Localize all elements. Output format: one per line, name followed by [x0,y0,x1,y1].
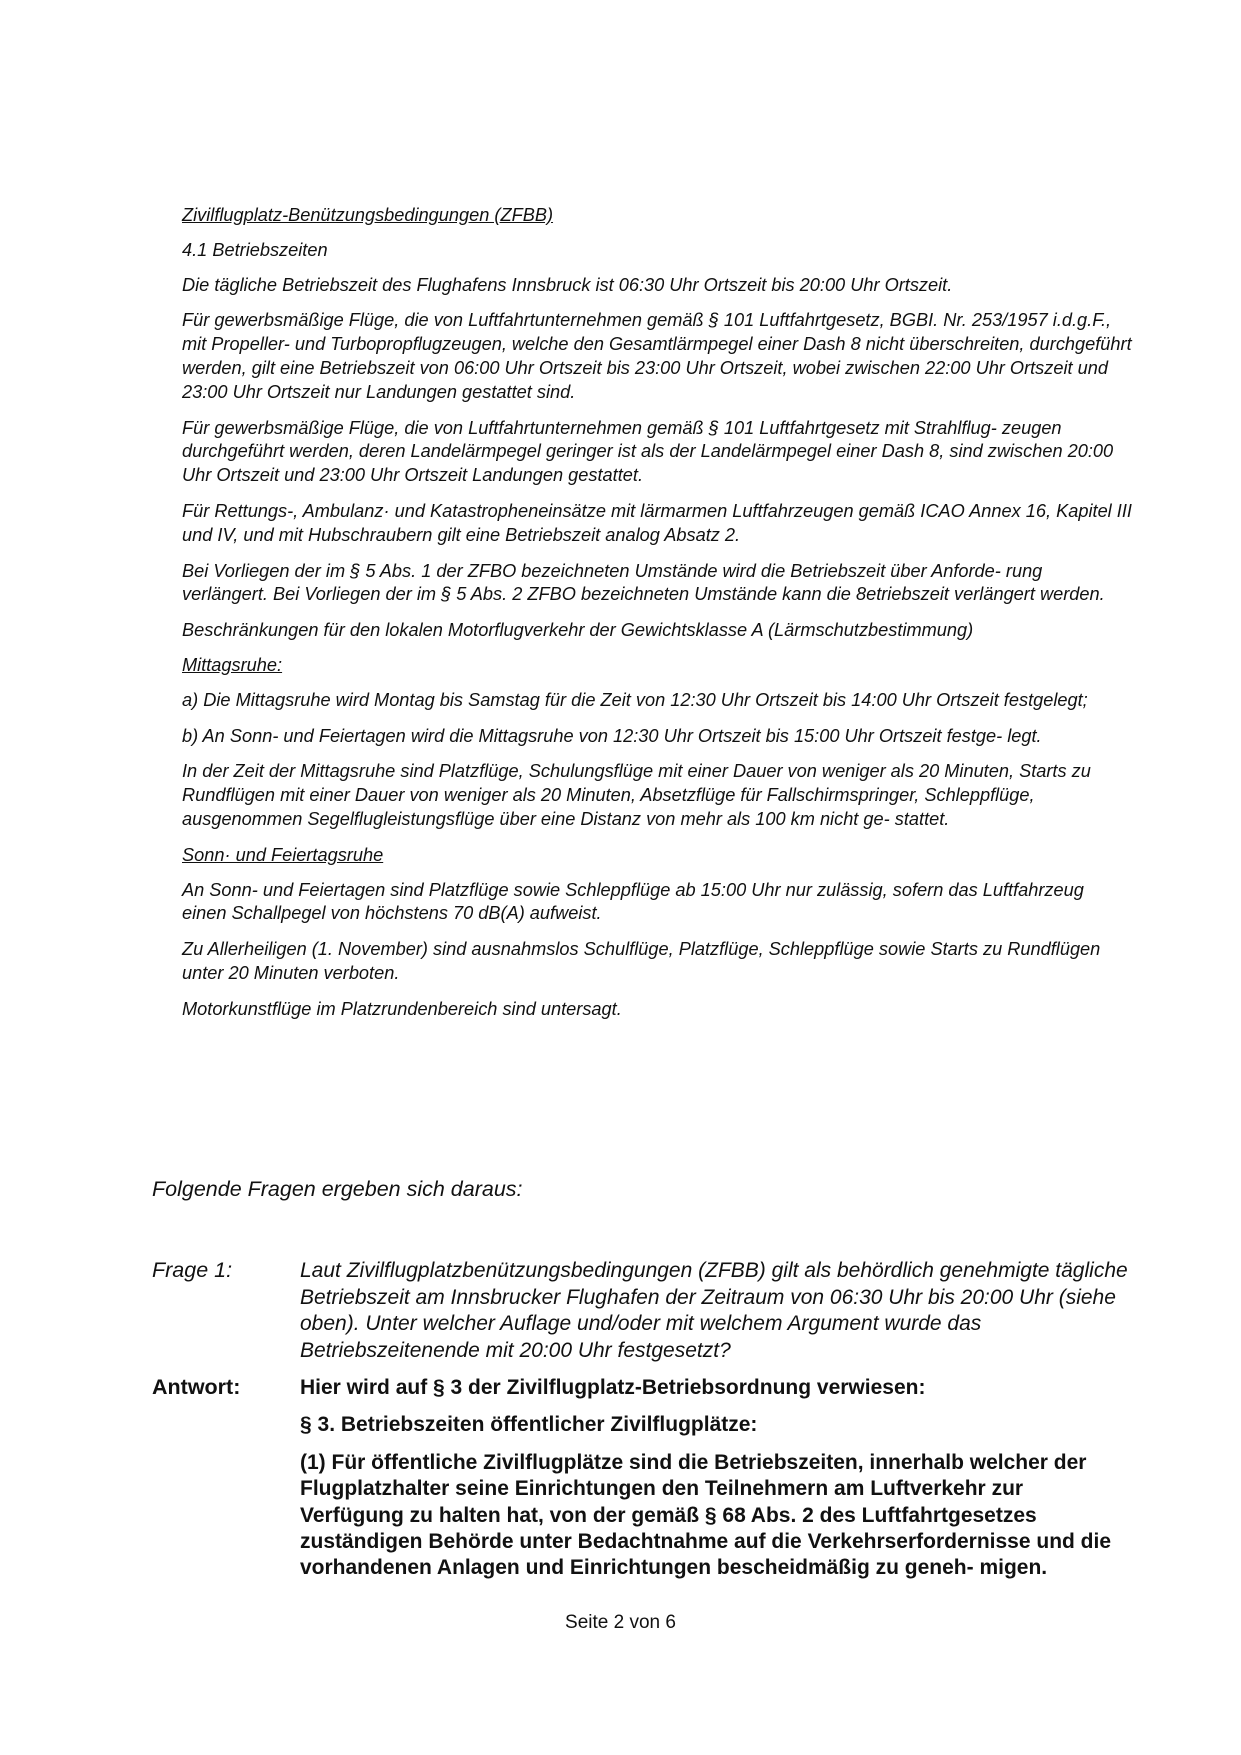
question-text: Laut Zivilflugplatzbenützungsbedingungen (ZFBB) gilt als behördlich genehmigte tägliche Betriebszeit am Innsbrucker Flughafen der Zeitraum von 06:30 Uhr bis 20:00 Uhr (siehe oben). Unter welcher Auflage und/oder mit welchem Argument wurde das Betriebszeitenende mit 20:00 Uhr festgesetzt? [300,1259,1128,1362]
paragraph: b) An Sonn- und Feiertagen wird die Mittagsruhe von 12:30 Uhr Ortszeit bis 15:00 Uhr Ortszeit festge- legt. [182,725,1042,746]
paragraph: Beschränkungen für den lokalen Motorflugverkehr der Gewichtsklasse A (Lärmschutzbestimmung) [182,620,974,641]
paragraph: a) Die Mittagsruhe wird Montag bis Samstag für die Zeit von 12:30 Uhr Ortszeit bis 14:00 Uhr Ortszeit festgelegt; [182,689,1088,710]
quoted-regulation [182,204,1132,1034]
mittagsruhe-heading: Mittagsruhe: [182,654,283,675]
section-heading: 4.1 Betriebszeiten [182,239,328,260]
page-number: Seite 2 von 6 [565,1612,676,1633]
paragraph: Bei Vorliegen der im § 5 Abs. 1 der ZFBO bezeichneten Umstände wird die Betriebszeit über Anforde- rung verlängert. Bei Vorliegen der im § 5 Abs. 2 ZFBO bezeichneten Umstände kann die 8etriebszeit verlängert werden. [182,560,1105,605]
paragraph: Für gewerbsmäßige Flüge, die von Luftfahrtunternehmen gemäß § 101 Luftfahrtgesetz mit Strahlflug- zeugen durchgeführt werden, deren Landelärmpegel geringer ist als der Landelärmpegel einer Dash 8, sind zwischen 20:00 Uhr Ortszeit und 23:00 Uhr Ortszeit Landungen gestattet. [182,417,1114,486]
answer-paragraph: § 3. Betriebszeiten öffentlicher Zivilflugplätze: [300,1413,758,1437]
paragraph: In der Zeit der Mittagsruhe sind Platzflüge, Schulungsflüge mit einer Dauer von weniger als 20 Minuten, Starts zu Rundflügen mit einer Dauer von weniger als 20 Minuten, Absetzflüge für Fallschirmspringer, Schleppflüge, ausgenommen Segelflugleistungsflüge über eine Distanz von mehr als 100 km nicht ge- stattet. [182,761,1091,829]
regulation-title: Zivilflugplatz-Benützungsbedingungen (ZFBB) [182,205,554,225]
feiertagsruhe-heading: Sonn· und Feiertagsruhe [182,844,384,865]
answer-label: Antwort: [152,1375,241,1399]
paragraph: Die tägliche Betriebszeit des Flughafens Innsbruck ist 06:30 Uhr Ortszeit bis 20:00 Uhr Ortszeit. [182,274,953,295]
questions-intro: Folgende Fragen ergeben sich daraus: [152,1177,523,1201]
paragraph: Motorkunstflüge im Platzrundenbereich sind untersagt. [182,998,622,1019]
question-label: Frage 1: [152,1258,233,1282]
paragraph: An Sonn- und Feiertagen sind Platzflüge sowie Schleppflüge ab 15:00 Uhr nur zulässig, sofern das Luftfahrzeug einen Schallpegel von höchstens 70 dB(A) aufweist. [182,879,1084,924]
paragraph: Für Rettungs-, Ambulanz· und Katastropheneinsätze mit lärmarmen Luftfahrzeugen gemäß ICAO Annex 16, Kapitel III und IV, und mit Hubschraubern gilt eine Betriebszeit analog Absatz 2. [182,500,1132,545]
answer-paragraph: Hier wird auf § 3 der Zivilflugplatz-Betriebsordnung verwiesen: [300,1376,926,1399]
answer-text [300,1375,1130,1593]
paragraph: Zu Allerheiligen (1. November) sind ausnahmslos Schulflüge, Platzflüge, Schleppflüge sowie Starts zu Rundflügen unter 20 Minuten verboten. [182,939,1101,983]
answer-paragraph: (1) Für öffentliche Zivilflugplätze sind die Betriebszeiten, innerhalb welcher der Flugplatzhalter seine Einrichtungen den Teilnehmern am Luftverkehr zur Verfügung zu halten hat, von der gemäß § 68 Abs. 2 des Luftfahrtgesetzes zuständigen Behörde unter Bedachtnahme auf die Verkehrserfordernisse und die vorhandenen Anlagen und Einrichtungen bescheidmäßig zu geneh- migen. [300,1450,1112,1580]
paragraph: Für gewerbsmäßige Flüge, die von Luftfahrtunternehmen gemäß § 101 Luftfahrtgesetz, BGBI. Nr. 253/1957 i.d.g.F., mit Propeller- und Turbopropflugzeugen, welche den Gesamtlärmpegel einer Dash 8 nicht überschreiten, durchgeführt werden, gilt eine Betriebszeit von 06:00 Uhr Ortszeit bis 23:00 Uhr Ortszeit, wobei zwischen 22:00 Uhr Ortszeit und 23:00 Uhr Ortszeit nur Landungen gestattet sind. [182,310,1132,402]
